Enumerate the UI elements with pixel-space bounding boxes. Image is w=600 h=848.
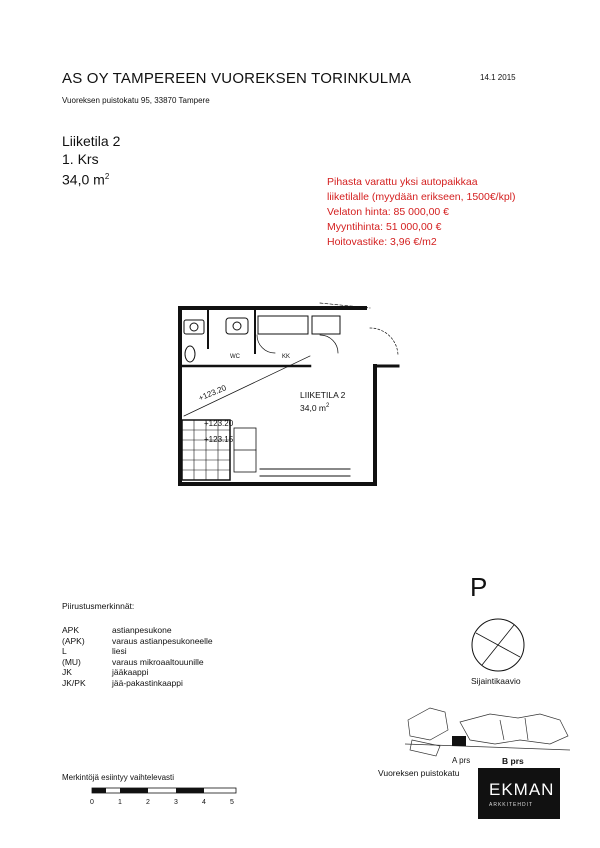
room-label (300, 390, 345, 414)
scale-tick-4: 4 (202, 799, 206, 806)
info-parking: Pihasta varattu yksi autopaikkaa (327, 176, 478, 188)
info-maintenance-fee: Hoitovastike: 3,96 €/m2 (327, 236, 437, 248)
mark-wc: WC (230, 354, 240, 360)
plan-labels (197, 354, 290, 444)
unit-info (62, 132, 120, 189)
legend-item: (APK) varaus astianpesukoneelle (62, 635, 213, 646)
legend (62, 625, 213, 688)
ekman-logo (478, 768, 560, 819)
compass-icon (468, 615, 528, 675)
logo-name: EKMAN (489, 780, 555, 799)
unit-location-marker (452, 736, 466, 746)
b-building-label: B prs (502, 756, 524, 766)
mark-kk: KK (282, 354, 291, 360)
scale-tick-3: 3 (174, 799, 178, 806)
a-building-label: A prs (452, 756, 471, 765)
logo-subtitle: ARKKITEHDIT (489, 802, 534, 808)
scale-bar (88, 786, 248, 812)
legend-item: L liesi (62, 646, 127, 656)
level-mark-3: +123.15 (204, 435, 234, 444)
unit-name: Liiketila 2 (62, 133, 121, 149)
info-debt-free-price: Velaton hinta: 85 000,00 € (327, 206, 450, 218)
site-plan (400, 700, 575, 762)
scale-tick-5: 5 (230, 799, 234, 806)
room-name: LIIKETILA 2 (300, 390, 346, 400)
scale-tick-1: 1 (118, 799, 122, 806)
legend-item: JK jääkaappi (62, 667, 149, 677)
scale-tick-0: 0 (90, 799, 94, 806)
project-title: AS OY TAMPEREEN VUOREKSEN TORINKULMA (62, 70, 412, 87)
document-date: 14.1 2015 (480, 73, 516, 82)
sales-info (327, 175, 516, 250)
unit-area: 34,0 $m^2$ (62, 171, 110, 188)
info-parking-price: liiketilalle (myydään erikseen, 1500€/kpl) (327, 191, 516, 203)
site-plan-label: Sijaintikaavio (471, 676, 521, 686)
level-mark-main: +123.20 (197, 383, 228, 403)
legend-item: JK/PK jää-pakastinkaappi (62, 677, 183, 688)
room-area: 34,0 $m^2$ (300, 402, 330, 413)
scale-tick-2: 2 (146, 799, 150, 806)
legend-item: APK astianpesukone (62, 625, 172, 635)
legend-title: Piirustusmerkinnät: (62, 601, 135, 611)
info-sale-price: Myyntihinta: 51 000,00 € (327, 221, 442, 233)
level-mark-2: +123.20 (204, 419, 234, 428)
legend-item: (MU) varaus mikroaaltouunille (62, 656, 204, 667)
scale-note: Merkintöjä esiintyy vaihtelevasti (62, 773, 175, 782)
north-indicator: P (470, 572, 488, 602)
project-address: Vuoreksen puistokatu 95, 33870 Tampere (62, 96, 210, 105)
unit-floor: 1. Krs (62, 151, 99, 167)
street-label: Vuoreksen puistokatu (378, 768, 460, 778)
